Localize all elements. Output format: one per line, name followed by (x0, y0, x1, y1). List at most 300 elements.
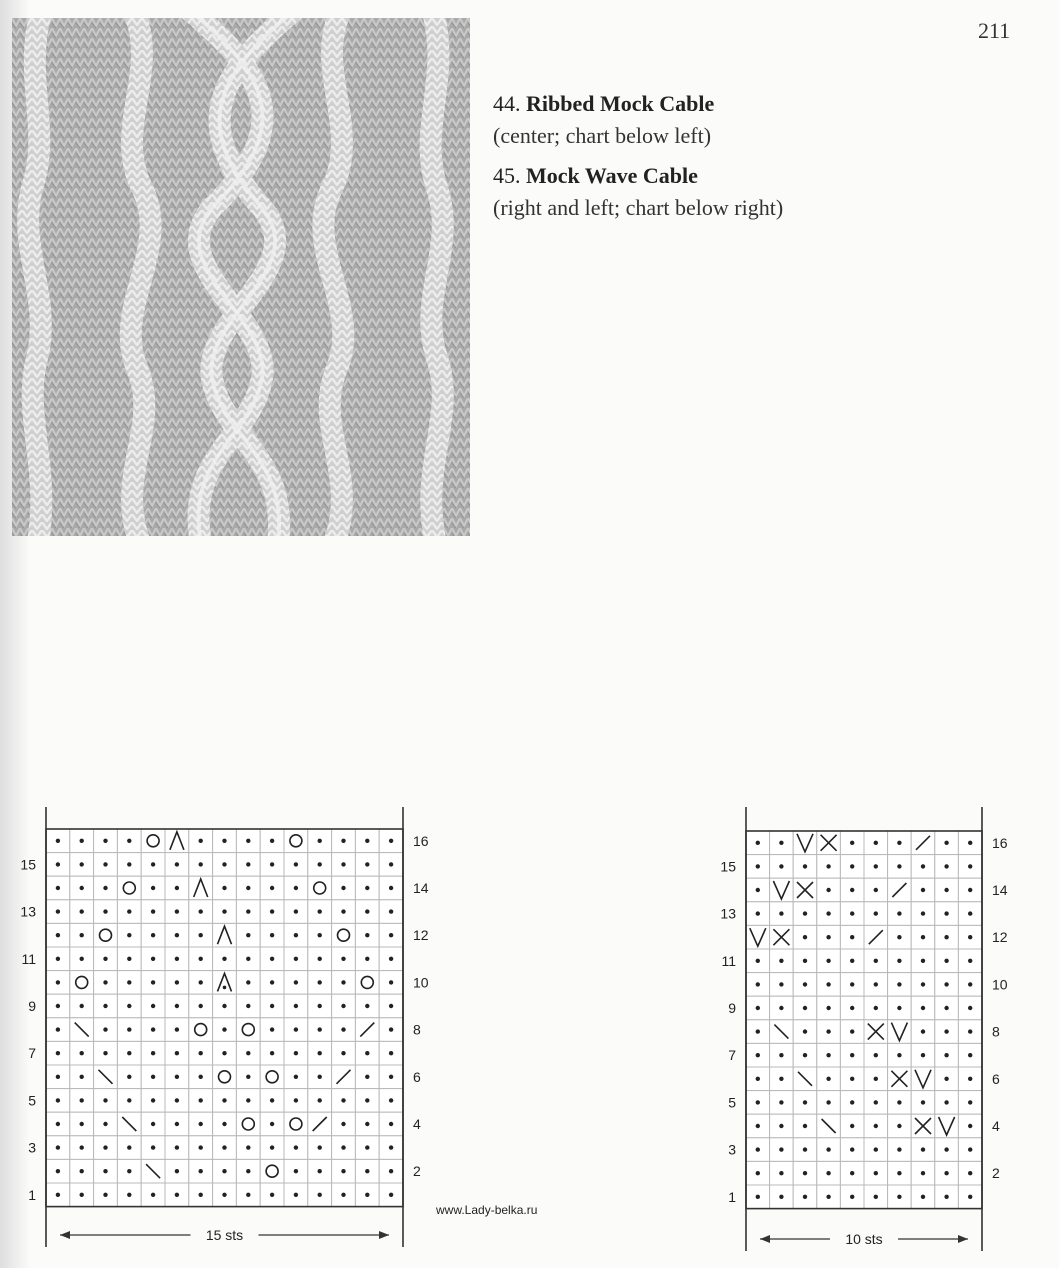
purl-dot-icon (151, 933, 155, 937)
purl-dot-icon (944, 1147, 948, 1151)
purl-dot-icon (826, 1029, 830, 1033)
purl-dot-icon (968, 1006, 972, 1010)
purl-dot-icon (365, 1169, 369, 1173)
purl-dot-icon (756, 1100, 760, 1104)
purl-dot-icon (127, 1098, 131, 1102)
purl-dot-icon (56, 839, 60, 843)
purl-dot-icon (826, 888, 830, 892)
row-number-label: 10 (413, 974, 429, 991)
purl-dot-icon (318, 1027, 322, 1031)
purl-dot-icon (874, 864, 878, 868)
purl-dot-icon (56, 862, 60, 866)
purl-dot-icon (826, 911, 830, 915)
purl-dot-icon (850, 982, 854, 986)
purl-dot-icon (246, 1145, 250, 1149)
purl-dot-icon (826, 1006, 830, 1010)
purl-dot-icon (56, 1169, 60, 1173)
purl-dot-icon (80, 1145, 84, 1149)
row-number-label: 7 (728, 1047, 736, 1064)
purl-dot-icon (803, 1029, 807, 1033)
purl-dot-icon (175, 909, 179, 913)
purl-dot-icon (103, 1169, 107, 1173)
purl-dot-icon (826, 1195, 830, 1199)
purl-dot-icon (80, 1051, 84, 1055)
purl-dot-icon (175, 862, 179, 866)
purl-dot-icon (341, 1122, 345, 1126)
purl-dot-icon (246, 862, 250, 866)
purl-dot-icon (175, 1051, 179, 1055)
purl-dot-icon (968, 1053, 972, 1057)
purl-dot-icon (850, 864, 854, 868)
purl-dot-icon (850, 1195, 854, 1199)
purl-dot-icon (874, 1195, 878, 1199)
purl-dot-icon (365, 1051, 369, 1055)
purl-dot-icon (365, 1098, 369, 1102)
purl-dot-icon (779, 1195, 783, 1199)
purl-dot-icon (318, 980, 322, 984)
row-number-label: 6 (992, 1070, 1000, 1087)
watermark-url: www.Lady-belka.ru (436, 1203, 538, 1217)
purl-dot-icon (874, 959, 878, 963)
purl-dot-icon (921, 1029, 925, 1033)
purl-dot-icon (897, 982, 901, 986)
purl-dot-icon (270, 886, 274, 890)
purl-dot-icon (175, 1027, 179, 1031)
purl-dot-icon (56, 1193, 60, 1197)
purl-dot-icon (103, 1051, 107, 1055)
purl-dot-icon (850, 1077, 854, 1081)
purl-dot-icon (270, 980, 274, 984)
purl-dot-icon (80, 1122, 84, 1126)
purl-dot-icon (151, 1193, 155, 1197)
purl-dot-icon (944, 1029, 948, 1033)
caption-note: (center; chart below left) (493, 123, 712, 148)
row-number-label: 4 (992, 1118, 1000, 1134)
chart-cell (355, 971, 379, 995)
knitting-chart-2 (720, 807, 1007, 1251)
purl-dot-icon (246, 1051, 250, 1055)
purl-dot-icon (756, 1006, 760, 1010)
row-number-label: 15 (20, 856, 36, 873)
purl-dot-icon (56, 980, 60, 984)
purl-dot-icon (756, 1029, 760, 1033)
purl-dot-icon (151, 1098, 155, 1102)
purl-dot-icon (56, 1098, 60, 1102)
purl-dot-icon (897, 1147, 901, 1151)
purl-dot-icon (365, 862, 369, 866)
purl-dot-icon (151, 1051, 155, 1055)
purl-dot-icon (850, 1053, 854, 1057)
purl-dot-icon (897, 864, 901, 868)
purl-dot-icon (246, 1169, 250, 1173)
purl-dot-icon (270, 1193, 274, 1197)
purl-dot-icon (246, 1075, 250, 1079)
purl-dot-icon (103, 909, 107, 913)
purl-dot-icon (103, 839, 107, 843)
chart-cell (117, 876, 141, 900)
purl-dot-icon (803, 1100, 807, 1104)
purl-dot-icon (389, 839, 393, 843)
purl-dot-icon (341, 1051, 345, 1055)
purl-dot-icon (270, 1027, 274, 1031)
purl-dot-icon (365, 886, 369, 890)
purl-dot-icon (365, 1122, 369, 1126)
purl-dot-icon (318, 862, 322, 866)
purl-dot-icon (103, 886, 107, 890)
purl-dot-icon (850, 911, 854, 915)
row-number-label: 13 (720, 905, 736, 922)
purl-dot-icon (756, 888, 760, 892)
purl-dot-icon (270, 933, 274, 937)
purl-dot-icon (779, 1006, 783, 1010)
purl-dot-icon (897, 1124, 901, 1128)
row-number-label: 9 (728, 1000, 736, 1016)
purl-dot-icon (968, 1171, 972, 1175)
purl-dot-icon (270, 862, 274, 866)
purl-dot-icon (151, 886, 155, 890)
purl-dot-icon (779, 1147, 783, 1151)
purl-dot-icon (968, 1100, 972, 1104)
row-number-label: 1 (728, 1188, 736, 1205)
purl-dot-icon (175, 1098, 179, 1102)
row-number-label: 12 (413, 927, 429, 944)
purl-dot-icon (151, 1145, 155, 1149)
purl-dot-icon (921, 1100, 925, 1104)
purl-dot-icon (756, 1147, 760, 1151)
purl-dot-icon (850, 1147, 854, 1151)
chart-cell (284, 1112, 308, 1136)
purl-dot-icon (944, 1100, 948, 1104)
purl-dot-icon (921, 864, 925, 868)
purl-dot-icon (850, 1029, 854, 1033)
purl-dot-icon (874, 911, 878, 915)
purl-dot-icon (897, 1053, 901, 1057)
purl-dot-icon (127, 1169, 131, 1173)
purl-dot-icon (921, 1053, 925, 1057)
purl-dot-icon (80, 839, 84, 843)
purl-dot-icon (389, 886, 393, 890)
purl-dot-icon (127, 1051, 131, 1055)
purl-dot-icon (80, 933, 84, 937)
purl-dot-icon (850, 935, 854, 939)
purl-dot-icon (246, 1004, 250, 1008)
purl-dot-icon (199, 839, 203, 843)
purl-dot-icon (341, 1145, 345, 1149)
purl-dot-icon (921, 1006, 925, 1010)
row-number-label: 3 (28, 1139, 36, 1156)
purl-dot-icon (80, 1193, 84, 1197)
row-number-label: 5 (28, 1092, 36, 1109)
purl-dot-icon (222, 1169, 226, 1173)
purl-dot-icon (199, 1075, 203, 1079)
purl-dot-icon (199, 1051, 203, 1055)
purl-dot-icon (103, 862, 107, 866)
purl-dot-icon (874, 1171, 878, 1175)
row-number-label: 13 (20, 903, 36, 920)
chart-cell (236, 1018, 260, 1042)
purl-dot-icon (246, 933, 250, 937)
purl-dot-icon (365, 1145, 369, 1149)
purl-dot-icon (826, 935, 830, 939)
purl-dot-icon (803, 1171, 807, 1175)
purl-dot-icon (199, 1193, 203, 1197)
purl-dot-icon (318, 839, 322, 843)
purl-dot-icon (365, 909, 369, 913)
purl-dot-icon (921, 888, 925, 892)
purl-dot-icon (246, 1193, 250, 1197)
purl-dot-icon (874, 1100, 878, 1104)
purl-dot-icon (897, 841, 901, 845)
row-number-label: 16 (413, 832, 429, 849)
purl-dot-icon (294, 933, 298, 937)
purl-dot-icon (874, 982, 878, 986)
purl-dot-icon (756, 1053, 760, 1057)
purl-dot-icon (222, 909, 226, 913)
stitch-count-label: 15 sts (205, 1227, 244, 1243)
purl-dot-icon (318, 1004, 322, 1008)
purl-dot-icon (968, 864, 972, 868)
purl-dot-icon (246, 1098, 250, 1102)
row-number-label: 15 (720, 858, 736, 875)
purl-dot-icon (103, 957, 107, 961)
row-number-label: 2 (992, 1165, 1000, 1182)
purl-dot-icon (365, 1004, 369, 1008)
purl-dot-icon (944, 911, 948, 915)
purl-dot-icon (175, 957, 179, 961)
purl-dot-icon (294, 1004, 298, 1008)
purl-dot-icon (294, 886, 298, 890)
purl-dot-icon (874, 1053, 878, 1057)
purl-dot-icon (897, 1006, 901, 1010)
purl-dot-icon (222, 1051, 226, 1055)
purl-dot-icon (103, 1027, 107, 1031)
purl-dot-icon (222, 862, 226, 866)
purl-dot-icon (80, 957, 84, 961)
purl-dot-icon (151, 862, 155, 866)
purl-dot-icon (127, 957, 131, 961)
purl-dot-icon (294, 1193, 298, 1197)
purl-dot-icon (944, 959, 948, 963)
purl-dot-icon (968, 982, 972, 986)
purl-dot-icon (968, 1147, 972, 1151)
purl-dot-icon (968, 959, 972, 963)
purl-dot-icon (294, 1145, 298, 1149)
purl-dot-icon (389, 1027, 393, 1031)
purl-dot-icon (127, 839, 131, 843)
purl-dot-icon (756, 864, 760, 868)
purl-dot-icon (850, 1006, 854, 1010)
purl-dot-icon (103, 1122, 107, 1126)
row-number-label: 11 (21, 950, 36, 967)
purl-dot-icon (826, 1147, 830, 1151)
row-number-label: 9 (28, 998, 36, 1014)
chart-cell (284, 829, 308, 853)
purl-dot-icon (56, 1004, 60, 1008)
purl-dot-icon (874, 1077, 878, 1081)
purl-dot-icon (850, 841, 854, 845)
purl-dot-icon (127, 1193, 131, 1197)
purl-dot-icon (318, 1193, 322, 1197)
purl-dot-icon (921, 935, 925, 939)
row-number-label: 6 (413, 1068, 421, 1085)
purl-dot-icon (127, 909, 131, 913)
purl-dot-icon (103, 1193, 107, 1197)
purl-dot-icon (199, 1122, 203, 1126)
knitting-chart-1 (20, 807, 428, 1247)
purl-dot-icon (944, 1053, 948, 1057)
purl-dot-icon (341, 862, 345, 866)
purl-dot-icon (921, 982, 925, 986)
purl-dot-icon (341, 980, 345, 984)
purl-dot-icon (826, 959, 830, 963)
purl-dot-icon (175, 1004, 179, 1008)
purl-dot-icon (246, 886, 250, 890)
purl-dot-icon (318, 1075, 322, 1079)
purl-dot-icon (756, 1195, 760, 1199)
purl-dot-icon (199, 862, 203, 866)
purl-dot-icon (826, 864, 830, 868)
purl-dot-icon (318, 1051, 322, 1055)
purl-dot-icon (222, 1122, 226, 1126)
purl-dot-icon (56, 933, 60, 937)
purl-dot-icon (944, 1171, 948, 1175)
purl-dot-icon (175, 1145, 179, 1149)
purl-dot-icon (944, 888, 948, 892)
purl-dot-icon (175, 980, 179, 984)
purl-dot-icon (318, 909, 322, 913)
purl-dot-icon (968, 841, 972, 845)
purl-dot-icon (318, 1098, 322, 1102)
purl-dot-icon (365, 839, 369, 843)
purl-dot-icon (389, 1145, 393, 1149)
purl-dot-icon (151, 980, 155, 984)
purl-dot-icon (341, 1169, 345, 1173)
purl-dot-icon (56, 1145, 60, 1149)
purl-dot-icon (175, 1169, 179, 1173)
purl-dot-icon (921, 1195, 925, 1199)
purl-dot-icon (246, 839, 250, 843)
stitch-count-label: 10 sts (845, 1231, 883, 1247)
purl-dot-icon (151, 1122, 155, 1126)
purl-dot-icon (365, 1075, 369, 1079)
purl-dot-icon (874, 841, 878, 845)
purl-dot-icon (779, 1077, 783, 1081)
purl-dot-icon (175, 886, 179, 890)
purl-dot-icon (80, 1075, 84, 1079)
purl-dot-icon (826, 982, 830, 986)
purl-dot-icon (756, 1077, 760, 1081)
chart-cell (332, 923, 356, 947)
purl-dot-icon (103, 980, 107, 984)
purl-dot-icon (968, 1077, 972, 1081)
purl-dot-icon (341, 1027, 345, 1031)
purl-dot-icon (80, 1098, 84, 1102)
purl-dot-icon (756, 911, 760, 915)
purl-dot-icon (294, 1027, 298, 1031)
purl-dot-icon (222, 957, 226, 961)
purl-dot-icon (222, 1027, 226, 1031)
purl-dot-icon (389, 1193, 393, 1197)
purl-dot-icon (944, 982, 948, 986)
purl-dot-icon (968, 935, 972, 939)
purl-dot-icon (175, 1075, 179, 1079)
purl-dot-icon (127, 862, 131, 866)
purl-dot-icon (779, 1100, 783, 1104)
purl-dot-icon (944, 935, 948, 939)
purl-dot-icon (897, 935, 901, 939)
purl-dot-icon (874, 1006, 878, 1010)
purl-dot-icon (246, 957, 250, 961)
row-number-label: 3 (728, 1141, 736, 1158)
row-number-label: 5 (728, 1094, 736, 1111)
purl-dot-icon (80, 1004, 84, 1008)
purl-dot-icon (389, 1004, 393, 1008)
purl-dot-icon (199, 1145, 203, 1149)
purl-dot-icon (318, 957, 322, 961)
purl-dot-icon (318, 1169, 322, 1173)
purl-dot-icon (365, 933, 369, 937)
purl-dot-icon (246, 980, 250, 984)
purl-dot-icon (897, 959, 901, 963)
purl-dot-icon (921, 959, 925, 963)
purl-dot-icon (270, 1122, 274, 1126)
row-number-label: 16 (992, 834, 1008, 851)
purl-dot-icon (56, 909, 60, 913)
row-number-label: 8 (992, 1023, 1000, 1040)
chart-cell (141, 829, 165, 853)
purl-dot-icon (389, 909, 393, 913)
purl-dot-icon (151, 909, 155, 913)
purl-dot-icon (294, 1098, 298, 1102)
purl-dot-icon (756, 982, 760, 986)
purl-dot-icon (803, 1006, 807, 1010)
purl-dot-icon (294, 862, 298, 866)
purl-dot-icon (921, 911, 925, 915)
chart-cell (213, 1065, 237, 1089)
purl-dot-icon (103, 1098, 107, 1102)
chart-cell (189, 1018, 213, 1042)
purl-dot-icon (56, 1027, 60, 1031)
purl-dot-icon (944, 1006, 948, 1010)
purl-dot-icon (270, 1004, 274, 1008)
purl-dot-icon (341, 1098, 345, 1102)
purl-dot-icon (103, 1004, 107, 1008)
purl-dot-icon (341, 839, 345, 843)
row-number-label: 14 (992, 882, 1008, 898)
purl-dot-icon (127, 933, 131, 937)
row-number-label: 12 (992, 929, 1008, 946)
purl-dot-icon (56, 1122, 60, 1126)
purl-dot-icon (897, 1100, 901, 1104)
purl-dot-icon (850, 1100, 854, 1104)
row-number-label: 4 (413, 1116, 421, 1132)
purl-dot-icon (944, 1195, 948, 1199)
caption-title: Mock Wave Cable (526, 163, 698, 188)
caption-number: 44. (493, 91, 521, 116)
chart-cell (308, 876, 332, 900)
row-number-label: 11 (721, 952, 736, 969)
purl-dot-icon (803, 1053, 807, 1057)
purl-dot-icon (944, 864, 948, 868)
purl-dot-icon (294, 1075, 298, 1079)
purl-dot-icon (756, 959, 760, 963)
purl-dot-icon (944, 841, 948, 845)
purl-dot-icon (199, 957, 203, 961)
purl-dot-icon (270, 1051, 274, 1055)
purl-dot-icon (151, 1075, 155, 1079)
purl-dot-icon (968, 911, 972, 915)
purl-dot-icon (874, 888, 878, 892)
